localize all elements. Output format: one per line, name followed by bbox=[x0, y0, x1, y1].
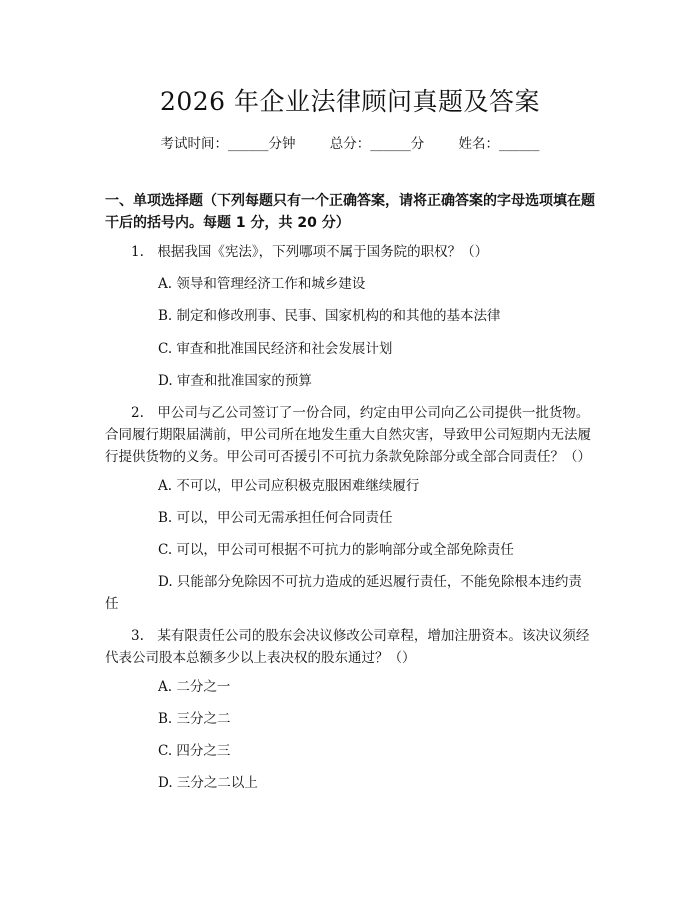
question-1-option-c: C. 审查和批准国民经济和社会发展计划 bbox=[158, 341, 393, 357]
question-3-option-c: C. 四分之三 bbox=[158, 743, 231, 759]
question-2-option-a: A. 不可以，甲公司应积极克服困难继续履行 bbox=[158, 478, 420, 494]
question-2-option-d: D. 只能部分免除因不可抗力造成的延迟履行责任，不能免除根本违约责任 bbox=[105, 574, 582, 612]
question-2-option-c: C. 可以，甲公司可根据不可抗力的影响部分或全部免除责任 bbox=[158, 542, 514, 558]
document-title: 2026 年企业法律顾问真题及答案 bbox=[159, 87, 541, 116]
exam-score: 总分：______分 bbox=[329, 136, 425, 152]
question-1-option-d: D. 审查和批准国家的预算 bbox=[158, 373, 312, 389]
question-1: 1. 根据我国《宪法》，下列哪项不属于国务院的职权？（） bbox=[131, 244, 489, 260]
exam-meta bbox=[0, 132, 700, 152]
question-1-option-b: B. 制定和修改刑事、民事、国家机构的和其他的基本法律 bbox=[158, 308, 501, 324]
question-3-option-b: B. 三分之二 bbox=[158, 711, 231, 727]
question-3: 3. 某有限责任公司的股东会决议修改公司章程，增加注册资本。该决议须经代表公司股本总额多少以上表决权的股东通过？（） bbox=[105, 628, 590, 666]
question-3-option-a: A. 二分之一 bbox=[158, 679, 231, 695]
question-2-option-b: B. 可以，甲公司无需承担任何合同责任 bbox=[158, 510, 393, 526]
question-3-option-d: D. 三分之二以上 bbox=[158, 775, 258, 791]
exam-name: 姓名：______ bbox=[458, 136, 540, 152]
question-1-option-a: A. 领导和管理经济工作和城乡建设 bbox=[158, 276, 366, 292]
section-heading: 一、单项选择题（下列每题只有一个正确答案，请将正确答案的字母选项填在题干后的括号内。每题 1 分，共 20 分） bbox=[105, 193, 595, 231]
exam-time: 考试时间：______分钟 bbox=[160, 136, 296, 152]
question-2: 2. 甲公司与乙公司签订了一份合同，约定由甲公司向乙公司提供一批货物。合同履行期限届满前，甲公司所在地发生重大自然灾害，导致甲公司短期内无法履行提供货物的义务。甲公司可否援引不可抗力条款免除部分或全部合同责任？（） bbox=[105, 405, 591, 465]
